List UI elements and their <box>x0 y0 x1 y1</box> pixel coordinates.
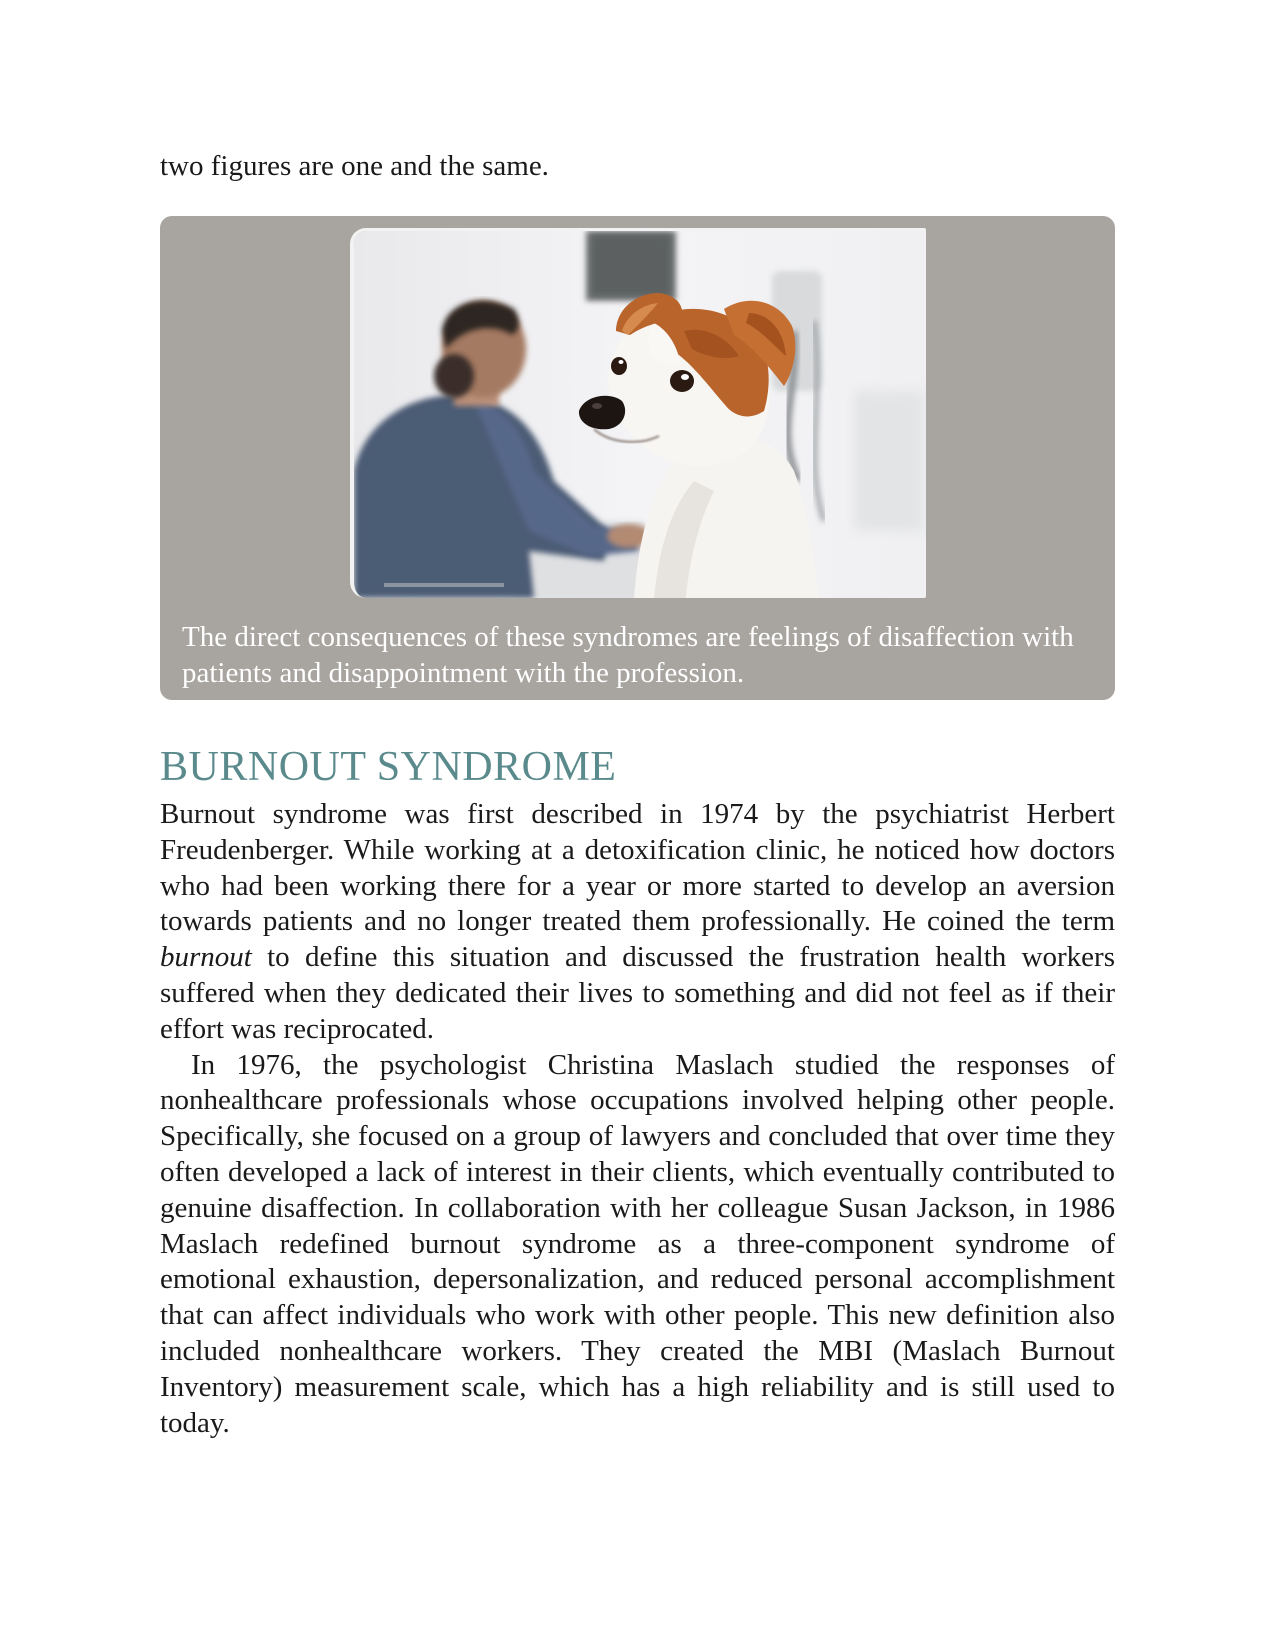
paragraph-1 <box>160 797 1115 1048</box>
section-title: BURNOUT SYNDROME <box>160 744 617 790</box>
paragraph-1-part-2: to define this situation and discussed the frustration health workers suffered when they dedicated their lives to something and did not feel as if their effort was reciprocated. <box>160 941 1115 1045</box>
paragraph-2: In 1976, the psychologist Christina Maslach studied the responses of nonhealthcare professionals whose occupations involved helping other people. Specifically, she focused on a group of lawyers and concluded that over time they often developed a lack of interest in their clients, which eventually contributed to genuine disaffection. In collaboration with her colleague Susan Jackson, in 1986 Maslach redefined burnout syndrome as a three-component syndrome of emotional exhaustion, depersonalization, and reduced personal accomplishment that can affect individuals who work with other people. This new definition also included nonhealthcare workers. They created the MBI (Maslach Burnout Inventory) measurement scale, which has a high reliability and is still used to today. <box>160 1048 1115 1439</box>
veterinarian-and-dog-photo <box>350 228 926 598</box>
section-body <box>160 797 1115 1441</box>
figure-caption: The direct consequences of these syndromes are feelings of disaffection with patients and disappointment with the profession. <box>182 621 1074 689</box>
burnout-term: burnout <box>160 941 252 974</box>
lead-line: two figures are one and the same. <box>160 150 549 182</box>
figure-box <box>160 216 1115 700</box>
paragraph-1-part-1: Burnout syndrome was first described in 1974 by the psychiatrist Herbert Freudenberger. While working at a detoxification clinic, he noticed how doctors who had been working there for a year or more started to develop an aversion towards patients and no longer treated them professionally. He coined the term <box>160 798 1115 938</box>
